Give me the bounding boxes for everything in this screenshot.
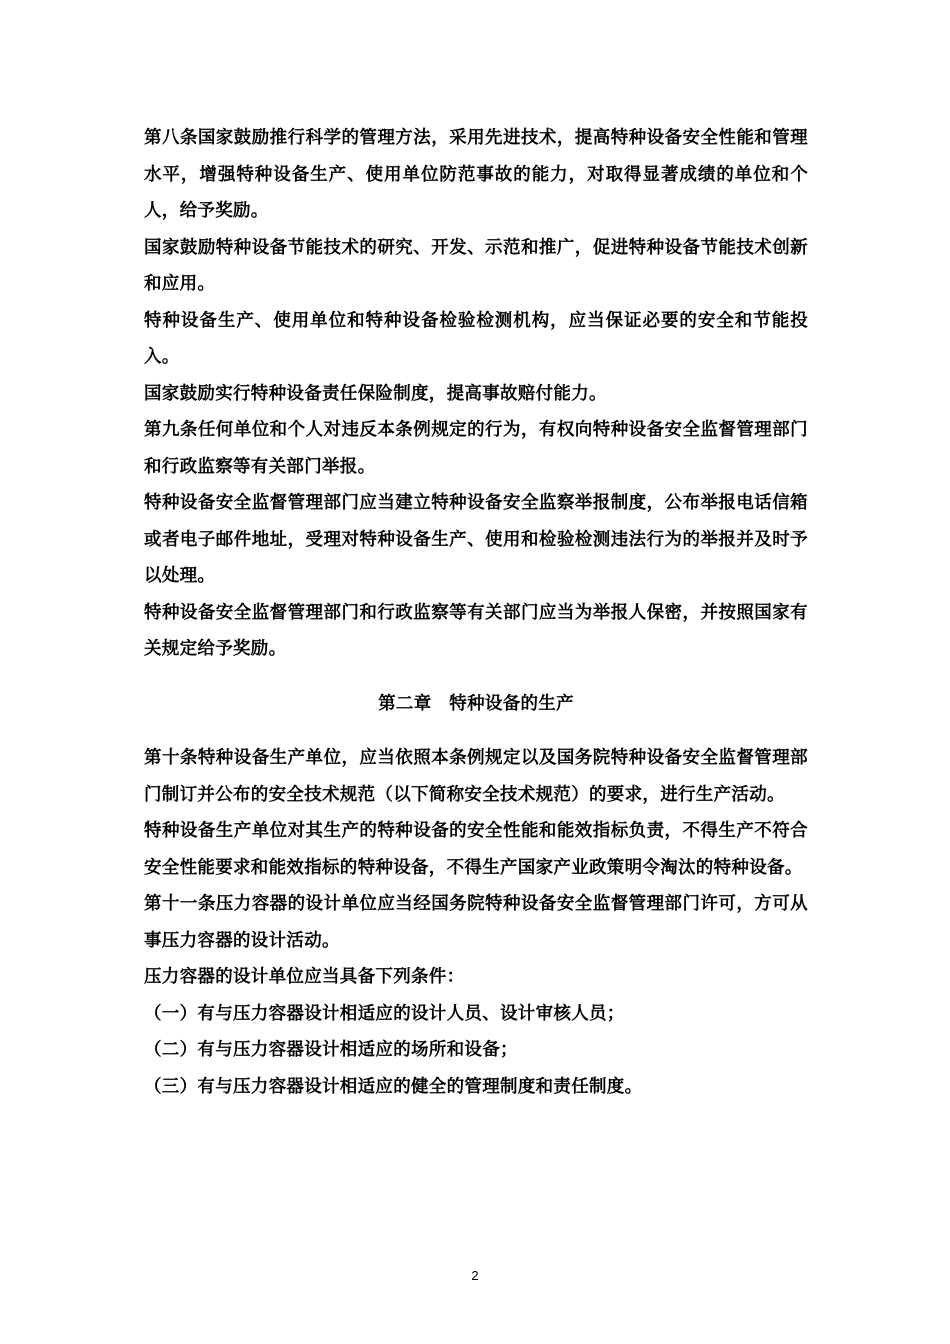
paragraph-safety-investment: 特种设备生产、使用单位和特种设备检验检测机构，应当保证必要的安全和节能投入。 bbox=[144, 310, 808, 367]
paragraph-article-9: 第九条任何单位和个人对违反本条例规定的行为，有权向特种设备安全监督管理部门和行政监察等有关部门举报。 bbox=[144, 420, 808, 477]
list-item-condition-2: （二）有与压力容器设计相适应的场所和设备； bbox=[144, 1040, 518, 1060]
list-item-condition-3: （三）有与压力容器设计相适应的健全的管理制度和责任制度。 bbox=[144, 1076, 643, 1097]
paragraph-article-11: 第十一条压力容器的设计单位应当经国务院特种设备安全监督管理部门许可，方可从事压力容器的设计活动。 bbox=[144, 894, 808, 951]
list-item-condition-1: （一）有与压力容器设计相适应的设计人员、设计审核人员； bbox=[144, 1003, 625, 1024]
paragraph-production-responsibility: 特种设备生产单位对其生产的特种设备的安全性能和能效指标负责，不得生产不符合安全性能要求和能效指标的特种设备，不得生产国家产业政策明令淘汰的特种设备。 bbox=[144, 821, 808, 878]
chapter-title: 第二章 特种设备的生产 bbox=[378, 693, 574, 714]
paragraph-report-system: 特种设备安全监督管理部门应当建立特种设备安全监察举报制度，公布举报电话信箱或者电子邮件地址，受理对特种设备生产、使用和检验检测违法行为的举报并及时予以处理。 bbox=[144, 493, 808, 586]
paragraph-whistleblower-confidentiality: 特种设备安全监督管理部门和行政监察等有关部门应当为举报人保密，并按照国家有关规定给予奖励。 bbox=[144, 602, 808, 659]
page-number: 2 bbox=[471, 1268, 479, 1283]
paragraph-liability-insurance: 国家鼓励实行特种设备责任保险制度，提高事故赔付能力。 bbox=[144, 383, 607, 404]
paragraph-energy-saving: 国家鼓励特种设备节能技术的研究、开发、示范和推广，促进特种设备节能技术创新和应用。 bbox=[144, 237, 808, 294]
paragraph-article-8: 第八条国家鼓励推行科学的管理方法，采用先进技术，提高特种设备安全性能和管理水平，增强特种设备生产、使用单位防范事故的能力，对取得显著成绩的单位和个人，给予奖励。 bbox=[144, 128, 808, 221]
paragraph-article-10: 第十条特种设备生产单位，应当依照本条例规定以及国务院特种设备安全监督管理部门制订并公布的安全技术规范（以下简称安全技术规范）的要求，进行生产活动。 bbox=[144, 748, 808, 805]
document-body bbox=[144, 120, 808, 1105]
paragraph-design-conditions: 压力容器的设计单位应当具备下列条件： bbox=[144, 967, 465, 987]
